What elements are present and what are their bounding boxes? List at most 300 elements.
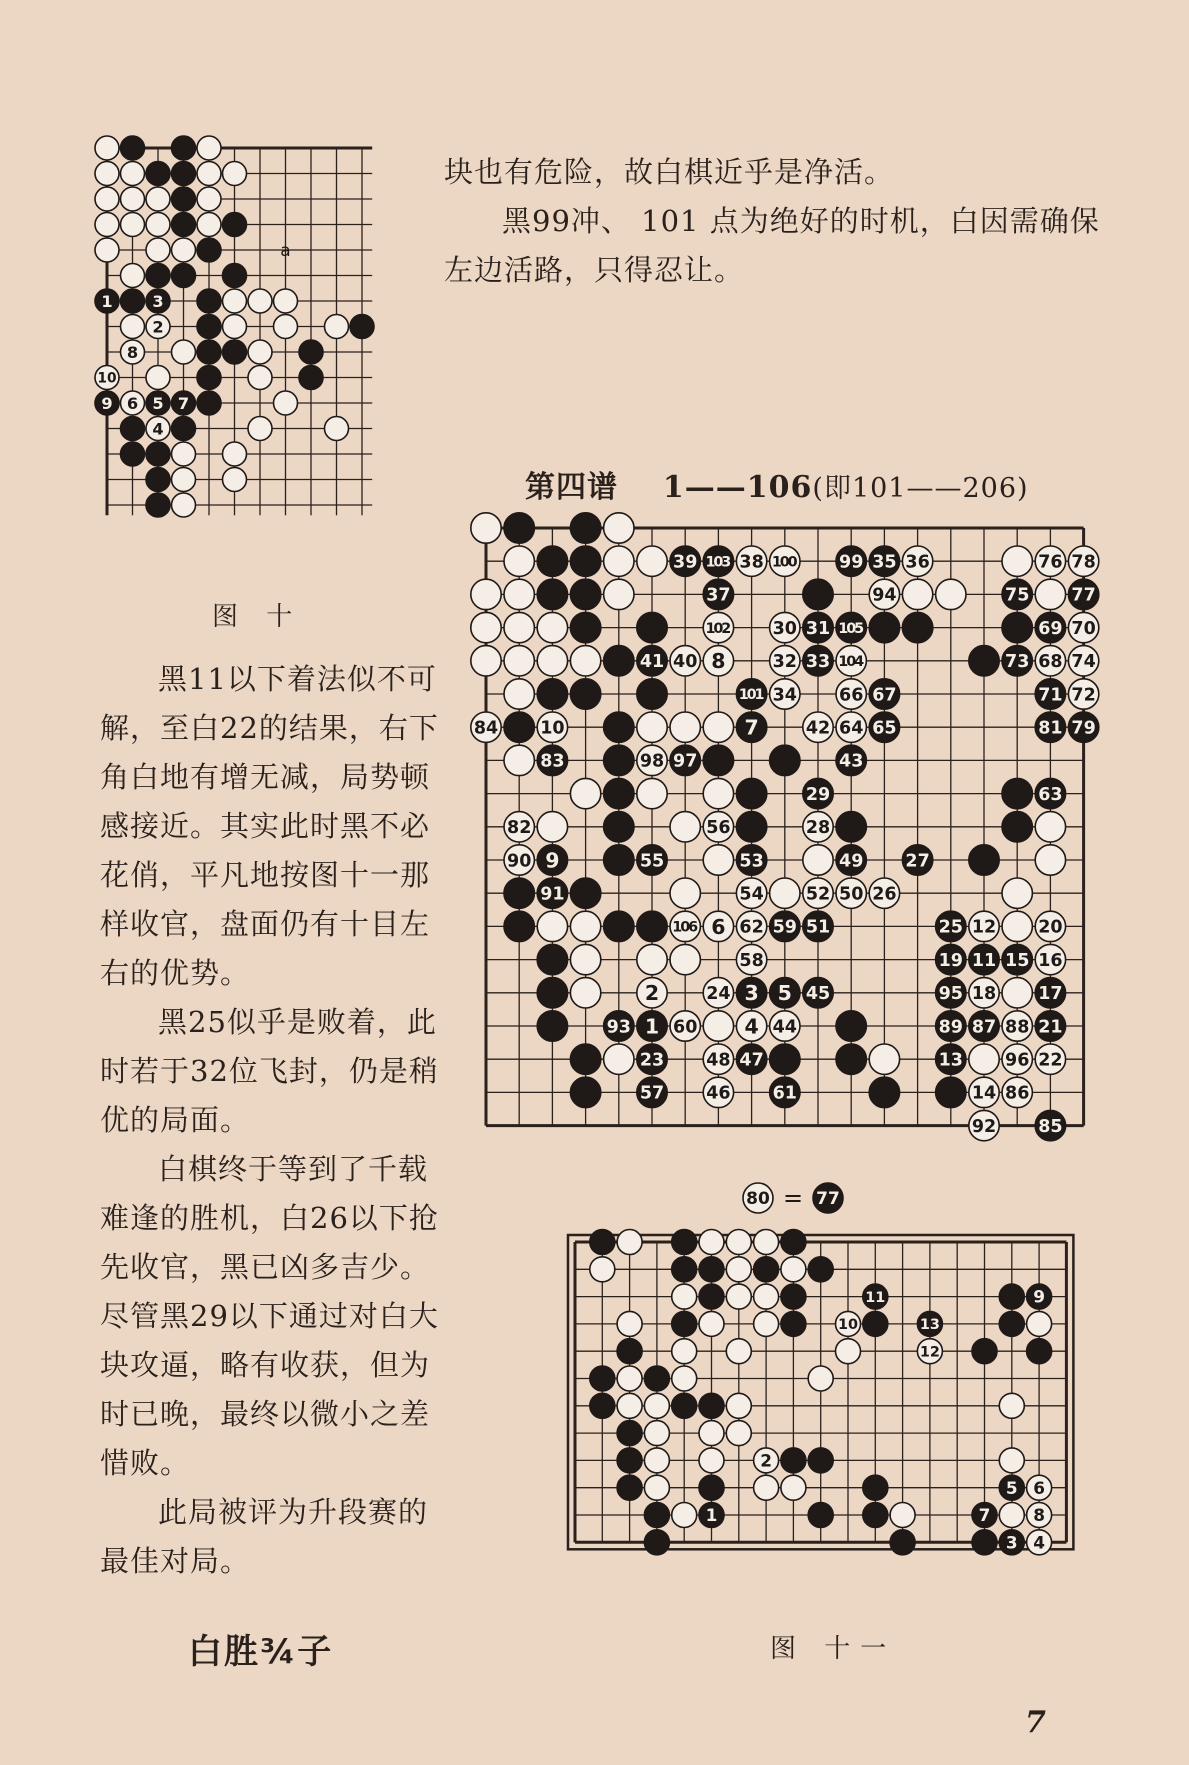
black-stone xyxy=(1035,612,1065,642)
white-stone xyxy=(604,513,634,543)
black-stone xyxy=(1068,712,1098,742)
move-number: 21 xyxy=(1038,1017,1063,1038)
move-number: 3 xyxy=(744,981,759,1006)
move-number: 105 xyxy=(838,620,865,637)
move-number: 36 xyxy=(905,552,930,573)
black-stone xyxy=(617,1448,642,1473)
move-number: 32 xyxy=(772,652,797,673)
black-stone xyxy=(803,579,833,609)
black-stone xyxy=(863,1475,888,1500)
white-stone xyxy=(325,315,349,339)
white-stone xyxy=(471,612,501,642)
white-stone xyxy=(902,579,932,609)
black-stone xyxy=(781,1284,806,1309)
white-stone xyxy=(197,213,221,237)
move-number: 48 xyxy=(706,1050,731,1071)
white-stone xyxy=(736,911,766,941)
move-number: 41 xyxy=(639,652,665,673)
white-stone xyxy=(869,878,899,908)
white-stone xyxy=(736,944,766,974)
white-stone xyxy=(672,1366,697,1391)
white-stone xyxy=(146,213,170,237)
white-stone xyxy=(770,878,800,908)
white-stone xyxy=(1002,978,1032,1008)
white-stone xyxy=(471,513,501,543)
white-stone xyxy=(274,391,298,415)
move-number: 55 xyxy=(639,851,665,872)
black-stone xyxy=(223,340,247,364)
move-number: 90 xyxy=(507,851,532,872)
black-stone xyxy=(604,845,634,875)
white-stone xyxy=(223,315,247,339)
move-number: 28 xyxy=(805,818,831,839)
move-number: 84 xyxy=(473,718,499,739)
white-stone xyxy=(570,944,600,974)
white-stone xyxy=(1002,1044,1032,1074)
white-stone xyxy=(969,911,999,941)
black-stone xyxy=(670,546,700,576)
white-stone xyxy=(637,745,667,775)
black-stone xyxy=(570,513,600,543)
white-stone xyxy=(197,136,221,160)
black-stone xyxy=(146,468,170,492)
move-number: 9 xyxy=(101,393,113,413)
black-stone xyxy=(699,1475,724,1500)
white-stone xyxy=(670,1011,700,1041)
black-stone xyxy=(637,845,667,875)
black-stone xyxy=(223,264,247,288)
black-stone xyxy=(172,136,196,160)
black-stone xyxy=(969,1011,999,1041)
black-stone xyxy=(604,911,634,941)
white-stone xyxy=(703,911,733,941)
figure-11-svg xyxy=(565,1228,1095,1610)
black-stone xyxy=(590,1393,615,1418)
move-number: 2 xyxy=(760,1450,772,1471)
move-number: 81 xyxy=(1038,718,1063,739)
black-stone xyxy=(146,391,170,415)
black-stone xyxy=(121,136,145,160)
white-stone xyxy=(537,911,567,941)
black-stone xyxy=(644,1503,669,1528)
move-number: 54 xyxy=(739,884,764,905)
white-stone xyxy=(1027,1530,1052,1555)
white-stone xyxy=(969,1110,999,1140)
white-stone xyxy=(703,1011,733,1041)
white-stone xyxy=(617,1230,642,1255)
black-stone xyxy=(999,1475,1024,1500)
white-stone xyxy=(471,579,501,609)
white-stone xyxy=(803,878,833,908)
move-number: 88 xyxy=(1005,1017,1030,1038)
move-number: 58 xyxy=(739,950,764,971)
white-stone xyxy=(172,493,196,517)
white-stone xyxy=(726,1421,751,1446)
black-stone xyxy=(999,1284,1024,1309)
white-stone xyxy=(836,712,866,742)
white-stone xyxy=(590,1257,615,1282)
move-number: 43 xyxy=(839,751,864,772)
black-stone xyxy=(637,1044,667,1074)
white-stone xyxy=(781,1475,806,1500)
black-stone xyxy=(570,1044,600,1074)
white-stone xyxy=(703,1044,733,1074)
white-stone xyxy=(274,315,298,339)
move-number: 12 xyxy=(971,917,997,938)
black-stone xyxy=(836,745,866,775)
move-number: 97 xyxy=(673,751,698,772)
move-number: 72 xyxy=(1071,685,1096,706)
white-stone xyxy=(537,712,567,742)
black-stone xyxy=(637,679,667,709)
white-stone xyxy=(836,646,866,676)
black-stone xyxy=(869,679,899,709)
white-stone xyxy=(703,612,733,642)
white-stone xyxy=(146,315,170,339)
move-number: 104 xyxy=(838,653,865,670)
white-stone xyxy=(637,978,667,1008)
black-stone xyxy=(736,712,766,742)
black-stone xyxy=(1035,679,1065,709)
white-stone xyxy=(504,745,534,775)
white-stone xyxy=(902,546,932,576)
move-number: 11 xyxy=(865,1289,886,1306)
white-stone xyxy=(248,366,272,390)
black-stone xyxy=(803,911,833,941)
black-stone xyxy=(836,1044,866,1074)
black-stone xyxy=(537,1011,567,1041)
black-stone xyxy=(504,911,534,941)
white-stone xyxy=(969,978,999,1008)
black-stone xyxy=(1035,778,1065,808)
white-stone xyxy=(670,878,700,908)
black-stone xyxy=(617,1421,642,1446)
black-stone xyxy=(172,391,196,415)
black-stone xyxy=(95,391,119,415)
move-number: 31 xyxy=(805,618,831,639)
black-stone xyxy=(146,289,170,313)
black-stone xyxy=(972,1503,997,1528)
move-number: 27 xyxy=(905,851,930,872)
page-number: 7 xyxy=(1025,1705,1046,1740)
white-stone xyxy=(836,878,866,908)
black-stone xyxy=(146,264,170,288)
white-stone xyxy=(248,340,272,364)
black-stone xyxy=(637,612,667,642)
move-number: 42 xyxy=(805,718,831,739)
black-stone xyxy=(146,493,170,517)
black-stone xyxy=(770,911,800,941)
left-text xyxy=(100,655,440,1586)
move-number: 38 xyxy=(739,552,764,573)
white-stone xyxy=(703,1077,733,1107)
black-stone xyxy=(146,442,170,466)
move-number: 22 xyxy=(1038,1050,1063,1071)
white-stone xyxy=(736,878,766,908)
black-stone xyxy=(537,679,567,709)
white-stone xyxy=(172,340,196,364)
black-stone xyxy=(999,1311,1024,1336)
white-stone xyxy=(570,646,600,676)
white-stone xyxy=(999,1503,1024,1528)
figure-11-caption: 图 十一 xyxy=(770,1634,897,1664)
move-number: 78 xyxy=(1071,552,1096,573)
move-number: 71 xyxy=(1038,685,1063,706)
white-stone xyxy=(670,911,700,941)
white-stone xyxy=(570,978,600,1008)
black-stone xyxy=(590,1230,615,1255)
black-stone xyxy=(869,1077,899,1107)
move-number: 103 xyxy=(705,554,732,571)
move-number: 50 xyxy=(839,884,864,905)
black-stone xyxy=(95,289,119,313)
move-number: 2 xyxy=(644,981,660,1006)
black-stone xyxy=(863,1311,888,1336)
black-stone xyxy=(570,612,600,642)
white-stone xyxy=(1035,911,1065,941)
move-number: 33 xyxy=(805,652,831,673)
white-stone xyxy=(537,646,567,676)
white-stone xyxy=(936,579,966,609)
white-stone xyxy=(1035,812,1065,842)
white-stone xyxy=(617,1393,642,1418)
white-stone xyxy=(703,646,733,676)
black-stone xyxy=(969,646,999,676)
black-stone xyxy=(999,1530,1024,1555)
white-stone xyxy=(703,845,733,875)
white-stone xyxy=(1035,546,1065,576)
move-number: 87 xyxy=(971,1017,997,1038)
figure-10-board xyxy=(97,140,405,600)
black-stone xyxy=(1002,944,1032,974)
black-stone xyxy=(223,213,247,237)
black-stone xyxy=(644,1530,669,1555)
black-stone xyxy=(146,162,170,186)
black-stone xyxy=(1002,612,1032,642)
black-stone xyxy=(770,1077,800,1107)
black-stone xyxy=(803,612,833,642)
move-number: 5 xyxy=(777,981,792,1006)
black-stone xyxy=(197,315,221,339)
white-stone xyxy=(999,1448,1024,1473)
white-stone xyxy=(95,162,119,186)
white-stone xyxy=(770,612,800,642)
white-stone xyxy=(617,1366,642,1391)
black-stone xyxy=(604,646,634,676)
move-number: 20 xyxy=(1038,917,1063,938)
move-number: 56 xyxy=(706,818,731,839)
move-number: 17 xyxy=(1038,984,1063,1005)
paragraph-best-game: 此局被评为升段赛的最佳对局。 xyxy=(100,1495,429,1578)
equals-sign: = xyxy=(782,1184,804,1212)
move-number: 4 xyxy=(1033,1532,1045,1553)
black-stone xyxy=(644,1366,669,1391)
black-stone xyxy=(570,878,600,908)
white-stone xyxy=(248,417,272,441)
white-stone xyxy=(672,1339,697,1364)
black-stone xyxy=(1068,579,1098,609)
white-stone xyxy=(95,136,119,160)
move-number: 53 xyxy=(739,851,764,872)
white-stone xyxy=(172,468,196,492)
white-stone xyxy=(1035,944,1065,974)
move-number: 62 xyxy=(739,917,764,938)
white-stone xyxy=(1002,1011,1032,1041)
black-stone xyxy=(197,391,221,415)
black-stone xyxy=(1002,778,1032,808)
white-stone xyxy=(248,289,272,313)
white-stone xyxy=(637,944,667,974)
white-stone xyxy=(754,1230,779,1255)
black-stone xyxy=(570,679,600,709)
black-stone xyxy=(736,978,766,1008)
white-stone xyxy=(172,238,196,262)
black-stone xyxy=(863,1284,888,1309)
black-stone xyxy=(537,845,567,875)
white-stone xyxy=(537,812,567,842)
white-stone xyxy=(770,646,800,676)
black-stone xyxy=(803,778,833,808)
black-stone xyxy=(172,187,196,211)
white-stone xyxy=(670,812,700,842)
paragraph-99: 黑99冲、 101 点为绝好的时机，白因需确保左边活路，只得忍让。 xyxy=(444,204,1100,287)
white-stone xyxy=(969,1077,999,1107)
white-stone xyxy=(999,1393,1024,1418)
white-stone xyxy=(617,1311,642,1336)
move-number: 15 xyxy=(1005,950,1030,971)
black-stone xyxy=(299,340,323,364)
black-stone xyxy=(836,546,866,576)
black-stone xyxy=(808,1257,833,1282)
black-stone xyxy=(803,978,833,1008)
move-number: 60 xyxy=(673,1017,698,1038)
move-number: 59 xyxy=(772,917,797,938)
move-number: 99 xyxy=(839,552,864,573)
black-stone xyxy=(537,944,567,974)
move-number: 1 xyxy=(705,1505,718,1526)
white-stone xyxy=(197,162,221,186)
paragraph-11: 黑11以下着法似不可解，至白22的结果，右下角白地有增无减，局势顿感接近。其实此时黑不必花俏，平凡地按图十一那样收官，盘面仍有十目左右的优势。 xyxy=(100,662,439,990)
black-stone xyxy=(1035,1110,1065,1140)
move-number: 77 xyxy=(1071,585,1096,606)
move-number: 74 xyxy=(1071,652,1096,673)
black-stone xyxy=(1002,812,1032,842)
move-number: 24 xyxy=(706,984,731,1005)
white-stone xyxy=(670,712,700,742)
black-stone xyxy=(936,1044,966,1074)
white-stone xyxy=(504,845,534,875)
move-number: 68 xyxy=(1038,652,1063,673)
figure-4-title-moves: 1——106 xyxy=(662,470,813,505)
white-stone xyxy=(1035,845,1065,875)
white-stone xyxy=(471,712,501,742)
white-stone xyxy=(726,1339,751,1364)
move-number: 25 xyxy=(938,917,963,938)
move-number: 66 xyxy=(839,685,864,706)
white-stone xyxy=(803,845,833,875)
white-stone xyxy=(726,1230,751,1255)
white-stone xyxy=(504,679,534,709)
black-stone xyxy=(699,1284,724,1309)
black-stone xyxy=(570,579,600,609)
paragraph-26: 白棋终于等到了千载难逢的胜机，白26以下抢先收官，黑已凶多吉少。尽管黑29以下通过对白大块攻逼，略有收获，但为时已晚，最终以微小之差惜败。 xyxy=(100,1152,439,1480)
figure-10-svg xyxy=(97,140,405,600)
black-stone xyxy=(197,289,221,313)
black-stone xyxy=(121,417,145,441)
move-number: 98 xyxy=(639,751,665,772)
move-number: 7 xyxy=(978,1505,991,1526)
move-number: 10 xyxy=(540,718,565,739)
move-number: 8 xyxy=(711,649,726,674)
black-stone xyxy=(672,1311,697,1336)
black-stone xyxy=(936,911,966,941)
move-number: 30 xyxy=(772,618,797,639)
white-stone xyxy=(726,1257,751,1282)
move-number: 6 xyxy=(126,393,139,413)
white-stone xyxy=(121,162,145,186)
white-stone xyxy=(1035,579,1065,609)
black-stone xyxy=(617,1475,642,1500)
black-stone xyxy=(172,213,196,237)
white-stone xyxy=(197,187,221,211)
move-number: 7 xyxy=(177,393,190,413)
figure-4-title xyxy=(525,462,1029,506)
paragraph-continuation: 块也有危险，故白棋近乎是净活。 xyxy=(444,155,895,189)
move-number: 75 xyxy=(1005,585,1030,606)
move-number: 46 xyxy=(706,1083,731,1104)
move-number: 1 xyxy=(644,1014,660,1039)
white-stone xyxy=(637,546,667,576)
white-stone xyxy=(1035,1044,1065,1074)
white-stone xyxy=(703,712,733,742)
move-number: 3 xyxy=(1005,1532,1018,1553)
white-stone xyxy=(754,1311,779,1336)
white-stone xyxy=(808,1366,833,1391)
white-stone xyxy=(1027,1475,1052,1500)
black-stone xyxy=(570,1077,600,1107)
move-number: 39 xyxy=(673,552,698,573)
black-stone xyxy=(537,978,567,1008)
move-number: 13 xyxy=(919,1317,940,1334)
black-stone xyxy=(537,579,567,609)
white-stone xyxy=(726,1284,751,1309)
white-stone xyxy=(95,366,119,390)
black-stone xyxy=(604,812,634,842)
move-number: 7 xyxy=(744,715,759,740)
move-number: 10 xyxy=(837,1317,859,1334)
black-stone xyxy=(637,646,667,676)
black-stone xyxy=(781,1230,806,1255)
white-stone xyxy=(736,1011,766,1041)
paragraph-25: 黑25似乎是败着，此时若于32位飞封，仍是稍优的局面。 xyxy=(100,1005,439,1137)
move-number: 57 xyxy=(639,1083,665,1104)
black-stone xyxy=(604,778,634,808)
move-number: 61 xyxy=(772,1083,797,1104)
white-stone xyxy=(672,1284,697,1309)
move-number: 79 xyxy=(1071,718,1096,739)
move-number: 45 xyxy=(805,984,831,1005)
white-stone xyxy=(223,289,247,313)
white-stone xyxy=(325,417,349,441)
white-stone xyxy=(274,289,298,313)
move-number: 63 xyxy=(1038,784,1063,805)
white-stone xyxy=(969,1044,999,1074)
white-stone xyxy=(223,468,247,492)
white-stone xyxy=(1002,1077,1032,1107)
move-number: 29 xyxy=(805,784,831,805)
move-number: 86 xyxy=(1005,1083,1030,1104)
move-number: 6 xyxy=(1033,1477,1045,1498)
